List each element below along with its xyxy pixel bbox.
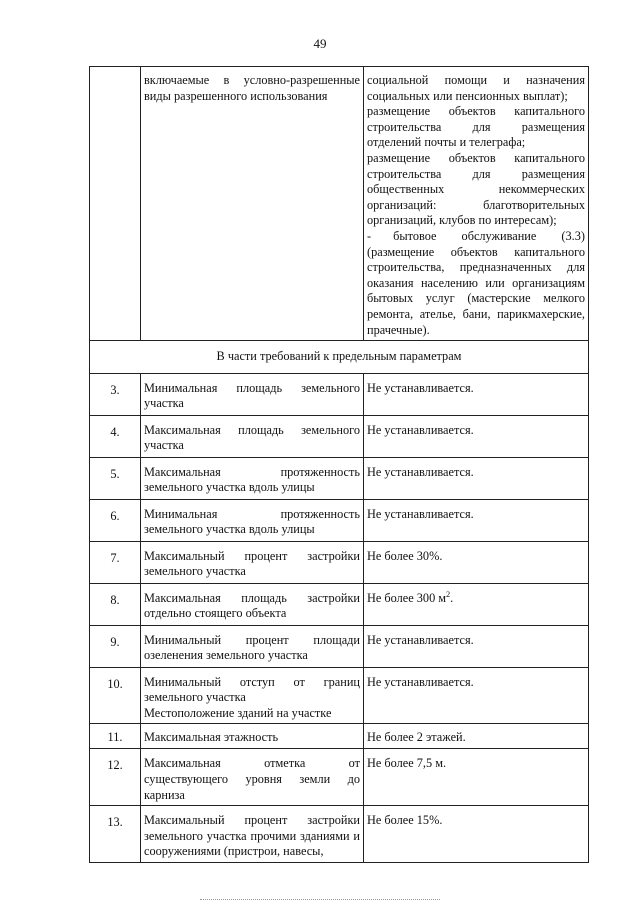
parameter-cell: Максимальный процент застройки земельного участка прочими зданиями и сооружениями (пристрои, навесы,: [141, 806, 364, 863]
value-cell: Не устанавливается.: [364, 499, 589, 541]
row-number-cell: 10.: [90, 667, 141, 724]
value-cell: Не более 7,5 м.: [364, 749, 589, 806]
value-cell: [364, 67, 589, 341]
row-number-cell: 6.: [90, 499, 141, 541]
parameter-cell: Минимальная протяженность земельного участка вдоль улицы: [141, 499, 364, 541]
parameter-cell: Максимальная этажность: [141, 724, 364, 749]
row-number-cell: 5.: [90, 457, 141, 499]
table-row: [90, 67, 589, 341]
value-text: Не более 300 м: [367, 590, 447, 605]
value-cell: Не устанавливается.: [364, 667, 589, 724]
parameter-cell: Максимальный процент застройки земельного участка: [141, 541, 364, 583]
scan-artifact: [200, 899, 440, 901]
table-row: [90, 749, 589, 806]
row-number-cell: 8.: [90, 583, 141, 625]
value-cell: Не устанавливается.: [364, 415, 589, 457]
value-text: .: [450, 590, 454, 605]
parameter-cell: Максимальная площадь земельного участка: [141, 415, 364, 457]
section-header-row: [90, 341, 589, 374]
table-row: [90, 667, 589, 724]
value-text: бытовое обслуживание (3.3) (размещение объектов капитального строительства, предназначенных для оказания населению или организациям бытовых услуг (мастерские мелкого ремонта, ателье, бани, парикмахерские, прачечные).: [367, 228, 585, 337]
parameter-cell: Максимальная протяженность земельного участка вдоль улицы: [141, 457, 364, 499]
table-row: [90, 625, 589, 667]
parameter-cell: Минимальный процент площади озеленения земельного участка: [141, 625, 364, 667]
table-row: [90, 583, 589, 625]
table-row: [90, 499, 589, 541]
value-cell: Не устанавливается.: [364, 625, 589, 667]
parameter-cell: включаемые в условно-разрешенные виды разрешенного использования: [141, 67, 364, 341]
value-text: социальной помощи и назначения социальных или пенсионных выплат);: [367, 73, 585, 103]
row-number-cell: 11.: [90, 724, 141, 749]
section-header: В части требований к предельным параметрам: [90, 341, 589, 374]
row-number-cell: [90, 67, 141, 341]
list-dash: -: [367, 228, 372, 243]
value-cell: Не устанавливается.: [364, 373, 589, 415]
parameter-cell: Максимальная площадь застройки отдельно стоящего объекта: [141, 583, 364, 625]
requirements-table: [89, 66, 589, 863]
table-row: [90, 457, 589, 499]
parameter-cell: Максимальная отметка от существующего уровня земли до карниза: [141, 749, 364, 806]
row-number-cell: 7.: [90, 541, 141, 583]
value-cell: Не устанавливается.: [364, 457, 589, 499]
row-number-cell: 9.: [90, 625, 141, 667]
table-row: [90, 415, 589, 457]
value-cell: Не более 15%.: [364, 806, 589, 863]
row-number-cell: 4.: [90, 415, 141, 457]
value-text: размещение объектов капитального строительства для размещения отделений почты и телеграфа;: [367, 104, 585, 150]
table-row: [90, 541, 589, 583]
parameter-text: Минимальный отступ от границ земельного участка: [144, 674, 360, 705]
row-number-cell: 3.: [90, 373, 141, 415]
value-cell: Не более 30%.: [364, 541, 589, 583]
superscript: 2: [446, 589, 451, 599]
value-cell: Не более 2 этажей.: [364, 724, 589, 749]
page-number: 49: [313, 36, 327, 51]
table-row: [90, 724, 589, 749]
parameter-text: Местоположение зданий на участке: [144, 705, 332, 720]
value-text: [367, 229, 585, 338]
row-number-cell: 13.: [90, 806, 141, 863]
table-row: [90, 806, 589, 863]
parameter-cell: Минимальная площадь земельного участка: [141, 373, 364, 415]
value-text: размещение объектов капитального строительства для размещения общественных некоммерческих организаций: благотворительных организаций, клубов по интересам);: [367, 150, 585, 228]
parameter-cell: [141, 667, 364, 724]
row-number-cell: 12.: [90, 749, 141, 806]
value-cell: [364, 583, 589, 625]
table-row: [90, 373, 589, 415]
